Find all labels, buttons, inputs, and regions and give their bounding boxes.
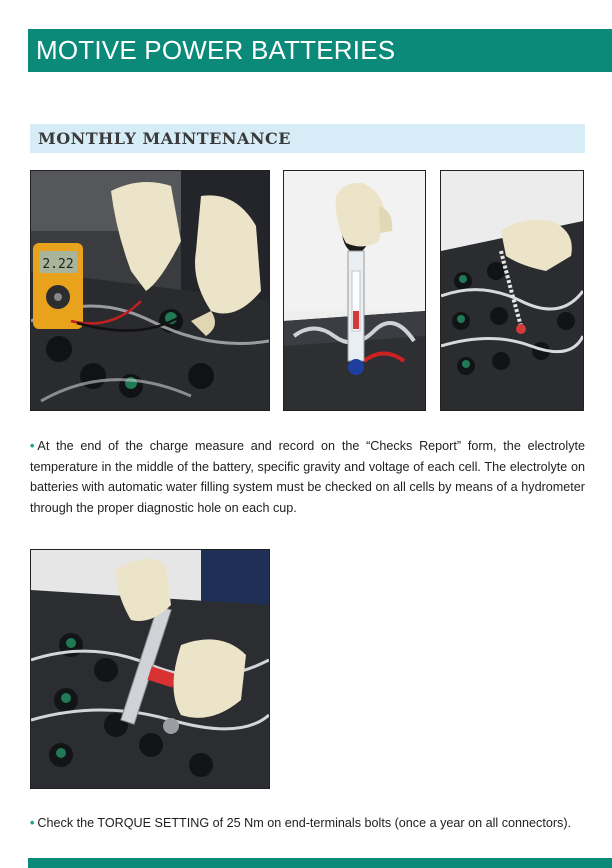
bullet: •: [30, 439, 35, 453]
page-title: MOTIVE POWER BATTERIES: [36, 35, 396, 65]
paragraph-text: Check the TORQUE SETTING of 25 Nm on end-terminals bolts (once a year on all connectors).: [37, 816, 572, 830]
footer-bar: [28, 858, 612, 868]
photo-multimeter-measurement: [30, 170, 270, 411]
section-bar: [30, 124, 585, 153]
paragraph-monthly-check: [30, 436, 585, 518]
section-title: MONTHLY MAINTENANCE: [38, 129, 291, 148]
photo-hydrometer: [283, 170, 426, 411]
photo-cell-check: [440, 170, 584, 411]
paragraph-text: At the end of the charge measure and record on the “Checks Report” form, the electrolyte temperature in the middle of the battery, specific gravity and voltage of each cell. The electrolyte on batteries with automatic water filling system must be checked on all cells by means of a hydrometer through the proper diagnostic hole on each cup.: [30, 439, 585, 515]
meter-reading: 2.22: [42, 257, 74, 272]
photo-torque-wrench: [30, 549, 270, 789]
bullet: •: [30, 816, 35, 830]
paragraph-torque-setting: [30, 813, 585, 834]
header-bar: [28, 29, 612, 72]
